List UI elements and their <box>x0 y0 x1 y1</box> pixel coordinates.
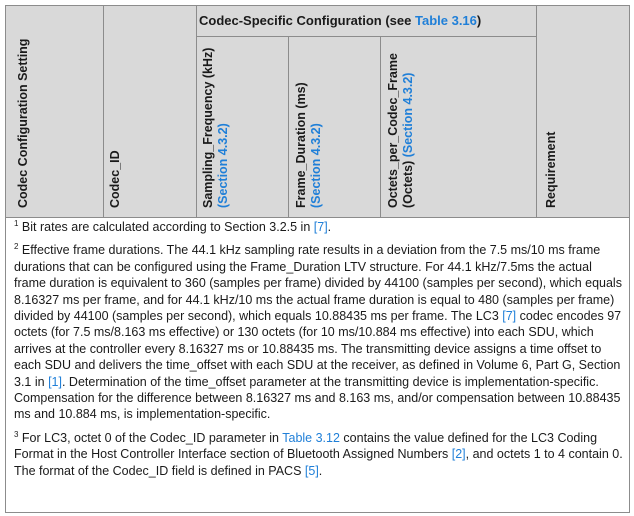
codec-specific-config-header: Codec-Specific Configuration (see Table 3.16) <box>199 13 482 28</box>
col-codec-config-setting: Codec Configuration Setting <box>16 38 30 208</box>
col-divider <box>380 36 381 217</box>
col-divider <box>103 6 104 217</box>
codec-config-table <box>5 5 630 513</box>
footnotes <box>14 219 626 486</box>
col-divider <box>196 6 197 217</box>
section-4-3-2-link[interactable]: (Section 4.3.2) <box>401 72 415 158</box>
col-codec-id: Codec_ID <box>108 150 122 208</box>
ref-1-link[interactable]: [1] <box>48 374 62 389</box>
col-frame-duration: Frame_Duration (ms) (Section 4.3.2) <box>294 82 323 208</box>
ref-2-link[interactable]: [2] <box>451 447 466 462</box>
ref-7-link[interactable]: [7] <box>502 309 517 324</box>
col-divider <box>536 6 537 217</box>
header-bottom-border <box>6 217 629 218</box>
group-divider <box>196 36 536 37</box>
footnote-3: $^3$ For LC3, octet 0 of the Codec_ID parameter in Table 3.12 contains the value defined for the LC3 Coding Format in the Host Controller Interface section of Bluetooth Assigned Numbers [2], and octets 1 to 4 contain 0. The format of the Codec_ID field is defined in PACS [5]. <box>14 429 623 478</box>
footnote-1: $^1$ Bit rates are calculated according to Section 3.2.5 in [7]. <box>14 219 332 234</box>
footnote-2: $^2$ Effective frame durations. The 44.1 kHz sampling rate results in a deviation from the 7.5 ms/10 ms frame durations that can be configured using the Frame_Duration LTV structure. For 44.1 kHz/7.5ms the actual frame duration is equivalent to 360 (samples per frame) divided by 44100 (samples per second), which equals 8.16327 ms per frame, and for 44.1 kHz/10 ms the actual frame duration is equal to 480 (samples per frame) divided by 44100 (samples per second), which equals 10.88435 ms per frame. The LC3 [7] codec encodes 97 octets (for 7.5 ms/8.163 ms effective) or 130 octets (for 10 ms/10.884 ms effective) into each SDU, which arrives at the controller every 8.16327 ms or 10.88435 ms. The transmitting device assigns a time offset to each SDU and delivers the time_offset with each SDU at the receiver, as defined in Volume 6, Part G, Section 3.1 in [1]. Determination of the time_offset parameter at the transmitting device is implementation-specific. Compensation for the difference between 8.16327 ms and 8.163 ms, and/or compensation between 10.88435 ms and 10.884 ms, is implementation-specific. <box>14 242 622 422</box>
table-3-12-link[interactable]: Table 3.12 <box>282 430 340 445</box>
col-sampling-frequency: Sampling_Frequency (kHz) (Section 4.3.2) <box>201 47 230 208</box>
ref-7-link[interactable]: [7] <box>313 220 328 234</box>
ref-5-link[interactable]: [5] <box>304 463 319 478</box>
section-4-3-2-link[interactable]: (Section 4.3.2) <box>309 123 323 208</box>
section-4-3-2-link[interactable]: (Section 4.3.2) <box>216 123 230 208</box>
col-divider <box>288 36 289 217</box>
col-octets-per-codec-frame: Octets_per_Codec_Frame (Octets) (Section 4.3.2) <box>386 53 415 208</box>
table-3-16-link[interactable]: Table 3.16 <box>414 13 477 28</box>
col-requirement: Requirement <box>544 131 558 208</box>
